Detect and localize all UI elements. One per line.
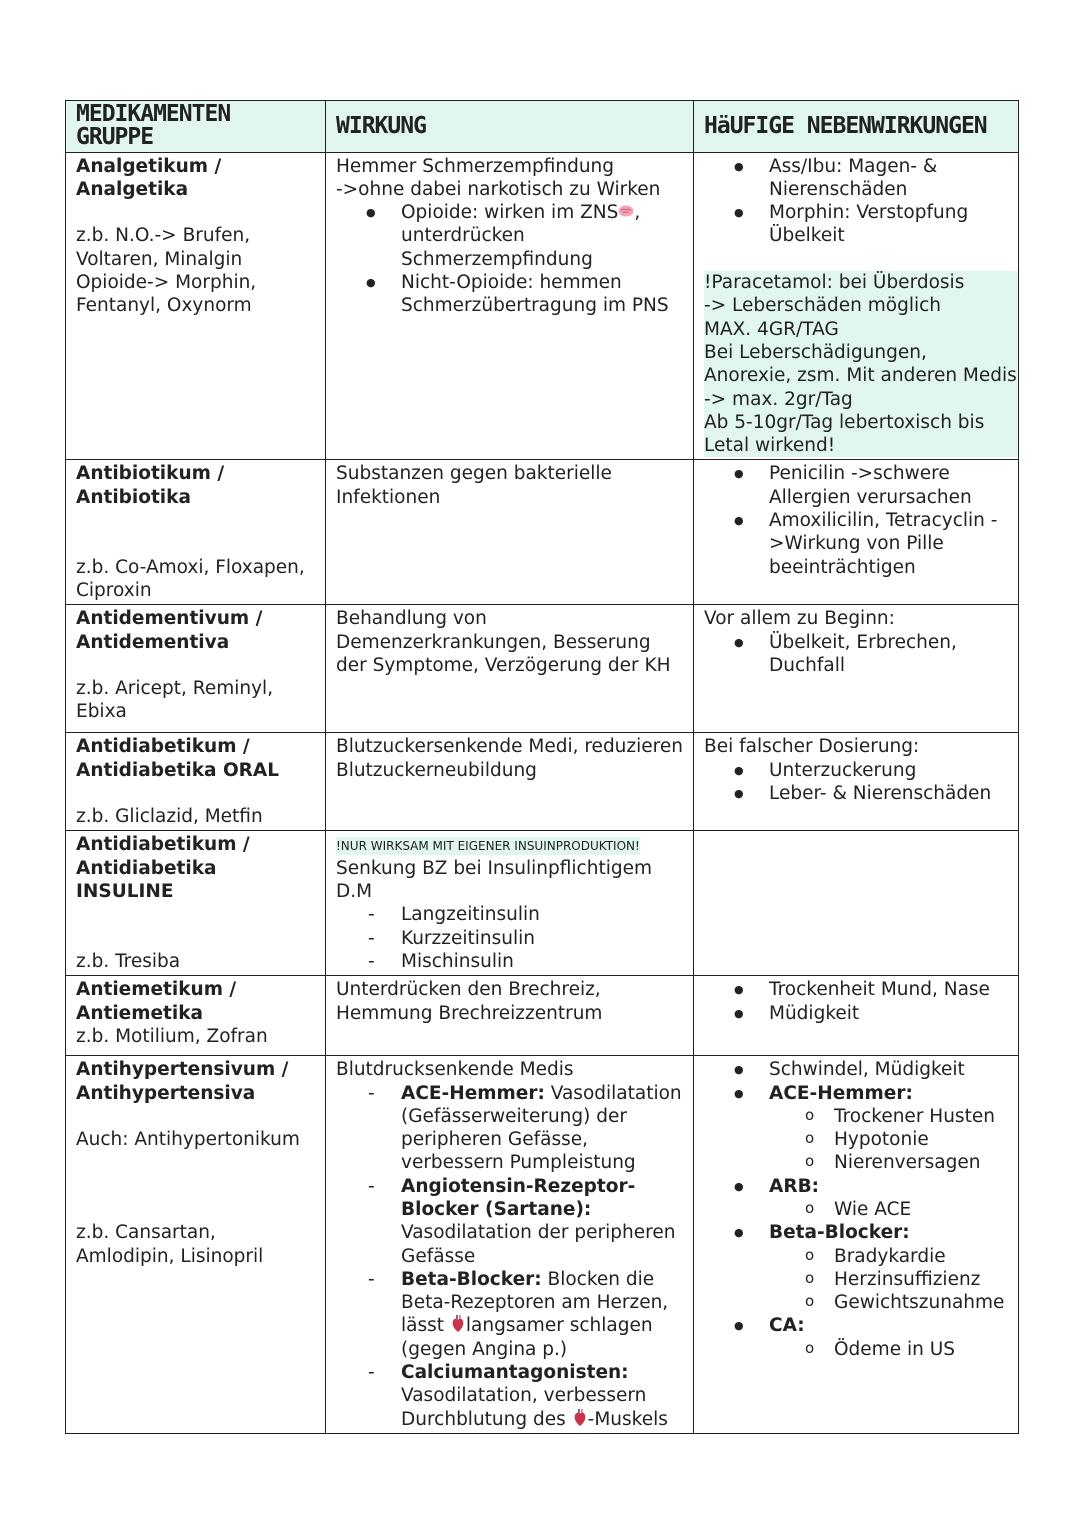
- examples: Fentanyl, Oxynorm: [76, 295, 252, 317]
- list-item: - Beta-Blocker: Blocken die Beta-Rezeptoren am Herzen, lässt langsamer schlagen (gegen Angina p.): [336, 1268, 684, 1361]
- sub-list-item: o Hypotonie: [769, 1128, 1009, 1151]
- nebenwirkung-cell: [694, 152, 1019, 460]
- sub-list-item: o Trockener Husten: [769, 1105, 1009, 1128]
- sub-list-item: o Bradykardie: [769, 1245, 1009, 1268]
- nebenwirkung-cell: [694, 1056, 1019, 1434]
- group-name-plural: Analgetika: [76, 178, 189, 200]
- examples: z.b. Motilium, Zofran: [76, 1025, 268, 1047]
- wirkung-cell: [326, 733, 694, 831]
- group-cell: [66, 831, 326, 976]
- list-item: ● Trockenheit Mund, Nase: [704, 978, 1009, 1001]
- examples: Opioide-> Morphin,: [76, 272, 257, 294]
- examples: Voltaren, Minalgin: [76, 248, 243, 270]
- list-item: ● Beta-Blocker: o Bradykardie o Herzinsuffizienz o Gewichtszunahme: [704, 1221, 1009, 1314]
- list-item: ● Ass/Ibu: Magen- & Nierenschäden: [704, 155, 1018, 202]
- nebenwirkung-cell: [694, 605, 1019, 733]
- examples: z.b. Tresiba: [76, 950, 181, 972]
- header-nebenwirkungen: HäUFIGE NEBENWIRKUNGEN: [694, 101, 1019, 153]
- sub-list-item: o Ödeme in US: [769, 1338, 1009, 1361]
- list-item: ● Opioide: wirken im ZNS , unterdrücken Schmerzempfindung: [336, 201, 684, 271]
- row-analgetikum: [66, 152, 1019, 460]
- group-name: Antibiotikum /: [76, 463, 225, 485]
- list-item: - Kurzzeitinsulin: [336, 927, 684, 950]
- wirkung-text: Behandlung von Demenzerkrankungen, Besserung der Symptome, Verzögerung der KH: [336, 608, 671, 676]
- group-name: Antihypertensivum /: [76, 1059, 289, 1081]
- nebenwirkung-text: Bei falscher Dosierung:: [704, 736, 920, 758]
- row-antiemetikum: [66, 976, 1019, 1056]
- list-item: - Calciumantagonisten: Vasodilatation, verbessern Durchblutung des -Muskels: [336, 1361, 684, 1431]
- brain-icon: [618, 202, 634, 220]
- group-cell: [66, 460, 326, 605]
- row-antibiotikum: [66, 460, 1019, 605]
- examples: z.b. Gliclazid, Metfin: [76, 806, 263, 828]
- header-wirkung: WIRKUNG: [326, 101, 694, 153]
- examples: Amlodipin, Lisinopril: [76, 1245, 264, 1267]
- wirkung-text: Hemmer Schmerzempfindung: [336, 155, 615, 177]
- group-cell: [66, 976, 326, 1056]
- nebenwirkung-cell: [694, 460, 1019, 605]
- also-known-as: Auch: Antihypertonikum: [76, 1129, 300, 1151]
- group-name: Analgetikum /: [76, 155, 222, 177]
- wirkung-cell: [326, 605, 694, 733]
- heart-icon: [450, 1315, 466, 1333]
- sub-list-item: o Wie ACE: [769, 1198, 1009, 1221]
- wirkung-text: Blutzuckersenkende Medi, reduzieren Blutzuckerneubildung: [336, 736, 683, 781]
- header-row: [66, 101, 1019, 153]
- wirkung-cell: [326, 976, 694, 1056]
- list-item: ● Penicilin ->schwere Allergien verursachen: [704, 462, 1009, 509]
- wirkung-cell: [326, 1056, 694, 1434]
- row-antidementivum: [66, 605, 1019, 733]
- wirkung-text: Senkung BZ bei Insulinpflichtigem D.M: [336, 857, 652, 903]
- list-item: ● Amoxilicilin, Tetracyclin ->Wirkung von Pille beeinträchtigen: [704, 509, 1009, 579]
- header-medikamenten-gruppe: MEDIKAMENTEN GRUPPE: [66, 101, 326, 153]
- group-name-plural: Antidementiva: [76, 631, 230, 653]
- list-item: - Mischinsulin: [336, 950, 684, 973]
- nebenwirkung-cell: [694, 831, 1019, 976]
- wirkung-text: Substanzen gegen bakterielle Infektionen: [336, 463, 612, 508]
- nebenwirkung-cell: [694, 976, 1019, 1056]
- list-item: ● CA: o Ödeme in US: [704, 1314, 1009, 1361]
- list-item: ● Nicht-Opioide: hemmen Schmerzübertragung im PNS: [336, 271, 684, 318]
- wirkung-text: Blutdrucksenkende Medis: [336, 1059, 574, 1081]
- group-name: Antiemetikum /: [76, 979, 237, 1001]
- group-cell: [66, 605, 326, 733]
- insulin-note: !NUR WIRKSAM MIT EIGENER INSUINPRODUKTION!: [336, 839, 640, 854]
- list-item: - Angiotensin-Rezeptor-Blocker (Sartane): Vasodilatation der peripheren Gefässe: [336, 1175, 684, 1268]
- nebenwirkung-text: Vor allem zu Beginn:: [704, 608, 895, 630]
- list-item: - ACE-Hemmer: Vasodilatation (Gefässerweiterung) der peripheren Gefässe, verbessern Pumpleistung: [336, 1082, 684, 1175]
- examples: z.b. N.O.-> Brufen,: [76, 225, 251, 247]
- sub-list-item: o Gewichtszunahme: [769, 1291, 1009, 1314]
- wirkung-text: ->ohne dabei narkotisch zu Wirken: [336, 178, 661, 200]
- medication-table: [65, 100, 1019, 1434]
- list-item: ● ARB: o Wie ACE: [704, 1175, 1009, 1222]
- heart-icon: [572, 1409, 588, 1427]
- row-antidiabetikum-insuline: [66, 831, 1019, 976]
- group-name: Antidiabetikum /: [76, 736, 250, 758]
- group-name: Antidementivum /: [76, 608, 263, 630]
- list-item: ● Schwindel, Müdigkeit: [704, 1058, 1009, 1081]
- list-item: ● ACE-Hemmer: o Trockener Husten o Hypotonie o Nierenversagen: [704, 1082, 1009, 1175]
- group-name: Antidiabetikum /: [76, 834, 250, 856]
- group-name-plural: Antidiabetika INSULINE: [76, 857, 217, 903]
- wirkung-cell: [326, 460, 694, 605]
- list-item: ● Müdigkeit: [704, 1002, 1009, 1025]
- row-antihypertensivum: [66, 1056, 1019, 1434]
- list-item: - Langzeitinsulin: [336, 903, 684, 926]
- group-cell: [66, 733, 326, 831]
- group-name-plural: Antihypertensiva: [76, 1082, 256, 1104]
- group-name-plural: Antiemetika: [76, 1002, 204, 1024]
- examples: z.b. Cansartan,: [76, 1222, 216, 1244]
- paracetamol-warning: !Paracetamol: bei Überdosis -> Leberschäden möglich MAX. 4GR/TAG Bei Leberschädigungen, Anorexie, zsm. Mit anderen Medis -> max. 2gr/Tag Ab 5-10gr/Tag lebertoxisch bis Letal wirkend!: [704, 272, 1017, 457]
- list-item: ● Leber- & Nierenschäden: [704, 782, 1009, 805]
- group-name-plural: Antibiotika: [76, 486, 191, 508]
- wirkung-cell: [326, 831, 694, 976]
- examples: Ebixa: [76, 701, 127, 723]
- list-item: ● Morphin: Verstopfung Übelkeit: [704, 201, 1018, 248]
- wirkung-cell: [326, 152, 694, 460]
- examples: Ciproxin: [76, 579, 152, 601]
- sub-list-item: o Nierenversagen: [769, 1151, 1009, 1174]
- wirkung-text: Unterdrücken den Brechreiz, Hemmung Brechreizzentrum: [336, 979, 603, 1024]
- examples: z.b. Co-Amoxi, Floxapen,: [76, 556, 305, 578]
- group-name-plural: Antidiabetika ORAL: [76, 759, 280, 781]
- group-cell: [66, 152, 326, 460]
- sub-list-item: o Herzinsuffizienz: [769, 1268, 1009, 1291]
- list-item: ● Unterzuckerung: [704, 759, 1009, 782]
- examples: z.b. Aricept, Reminyl,: [76, 678, 274, 700]
- list-item: ● Übelkeit, Erbrechen, Duchfall: [704, 631, 1009, 678]
- nebenwirkung-cell: [694, 733, 1019, 831]
- row-antidiabetikum-oral: [66, 733, 1019, 831]
- group-cell: [66, 1056, 326, 1434]
